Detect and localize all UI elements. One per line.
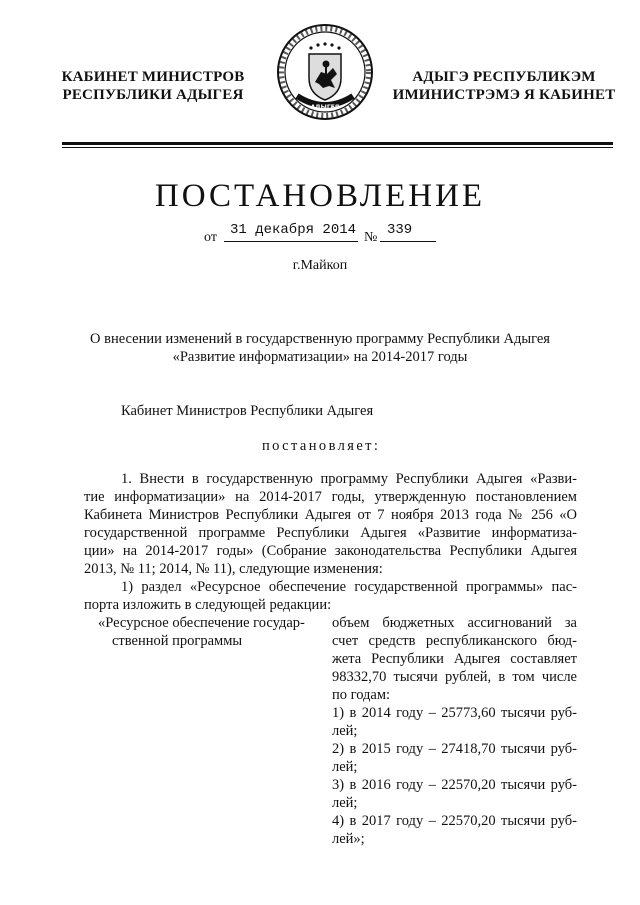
p1-line: государственной программе Республики Адыгея «Развитие информатиза-: [84, 525, 577, 541]
table-right-line: лей;: [332, 795, 358, 811]
coat-of-arms-icon: [275, 22, 375, 122]
table-right-line: 2) в 2015 году – 27418,70 тысячи руб-: [332, 741, 577, 757]
table-right-line: 3) в 2016 году – 22570,20 тысячи руб-: [332, 777, 577, 793]
paragraph-1: [84, 470, 577, 578]
table-right-line: объем бюджетных ассигнований за: [332, 615, 577, 631]
table-right-line: 4) в 2017 году – 22570,20 тысячи руб-: [332, 813, 577, 829]
resolves-word: постановляет:: [262, 438, 381, 454]
header-right-line2: ИМИНИСТРЭМЭ Я КАБИНЕТ: [392, 87, 616, 103]
p1-line-last: 2013, № 11; 2014, № 11), следующие изменения:: [84, 561, 383, 577]
header-left-line2: РЕСПУБЛИКИ АДЫГЕЯ: [62, 87, 244, 103]
subject-line1: О внесении изменений в государственную программу Республики Адыгея: [90, 331, 550, 347]
p2-line: 1) раздел «Ресурсное обеспечение государственной программы» пас-: [121, 579, 577, 595]
header-rule-thick: [62, 142, 613, 145]
p1-line: тие информатизации» на 2014-2017 годы, утвержденную постановлением: [84, 489, 577, 505]
p1-line: 1. Внести в государственную программу Республики Адыгея «Разви-: [121, 471, 577, 487]
table-right-line: 1) в 2014 году – 25773,60 тысячи руб-: [332, 705, 577, 721]
document-subject: [0, 330, 640, 366]
table-right-line: по годам:: [332, 687, 391, 703]
date-underline: [224, 241, 358, 242]
issuer-name-adyghe: [388, 68, 620, 104]
emblem-text: АДЫГЕЯ: [310, 104, 340, 111]
number-underline: [380, 241, 436, 242]
table-right-line: счет средств республиканского бюд-: [332, 633, 577, 649]
header-right-line1: АДЫГЭ РЕСПУБЛИКЭМ: [412, 69, 596, 85]
table-right-line: лей;: [332, 723, 358, 739]
header-rule-thin: [62, 147, 613, 148]
paragraph-2: [84, 578, 577, 614]
issuer-statement: Кабинет Министров Республики Адыгея: [121, 403, 374, 419]
document-date: 31 декабря 2014: [230, 222, 357, 238]
table-right-line: лей»;: [332, 831, 365, 847]
header-left-line1: КАБИНЕТ МИНИСТРОВ: [61, 69, 245, 85]
document-title: ПОСТАНОВЛЕНИЕ: [154, 178, 486, 214]
table-right-line: лей;: [332, 759, 358, 775]
date-prefix: от: [204, 230, 217, 245]
table-right-line: 98332,70 тысячи рублей, в том числе: [332, 669, 577, 685]
table-right-cell: [332, 614, 577, 848]
table-left-cell: [98, 614, 308, 650]
table-left-line: «Ресурсное обеспечение государ-: [98, 615, 305, 631]
table-right-line: жета Республики Адыгея составляет: [332, 651, 577, 667]
number-prefix: №: [364, 230, 378, 245]
p1-line: Кабинета Министров Республики Адыгея от 7 ноября 2013 года № 256 «О: [84, 507, 577, 523]
issuer-name-russian: [48, 68, 258, 104]
date-number-line: [204, 224, 444, 248]
subject-line2: «Развитие информатизации» на 2014-2017 годы: [172, 349, 468, 365]
p1-line: ции» на 2014-2017 годы» (Собрание законодательства Республики Адыгея: [84, 543, 577, 559]
document-city: г.Майкоп: [292, 258, 348, 273]
table-left-line: ственной программы: [112, 633, 243, 649]
p2-line-last: порта изложить в следующей редакции:: [84, 597, 332, 613]
document-number: 339: [387, 222, 413, 238]
